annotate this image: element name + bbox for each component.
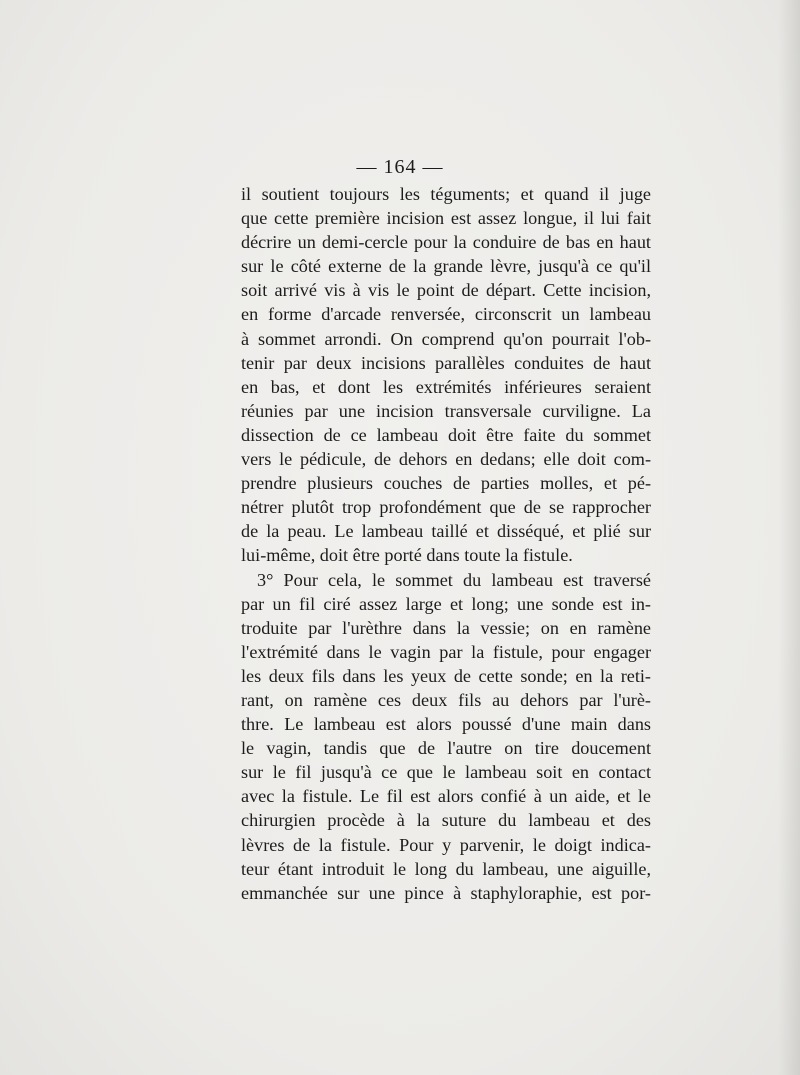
text-line: que cette première incision est assez longue, il lui fait: [241, 208, 651, 229]
text-line: lui-même, doit être porté dans toute la fistule.: [241, 545, 573, 566]
text-line: dissection de ce lambeau doit être faite du sommet: [241, 424, 651, 445]
text-line: teur étant introduit le long du lambeau, une aiguille,: [241, 858, 651, 879]
text-line: emmanchée sur une pince à staphyloraphie, est por-: [241, 882, 651, 903]
text-line: rant, on ramène ces deux fils au dehors par l'urè-: [241, 689, 651, 710]
text-line: thre. Le lambeau est alors poussé d'une main dans: [241, 714, 651, 735]
text-line: il soutient toujours les téguments; et quand il juge: [241, 184, 651, 204]
text-line: les deux fils dans les yeux de cette sonde; en la reti-: [241, 665, 651, 686]
text-line: vers le pédicule, de dehors en dedans; elle doit com-: [241, 449, 651, 470]
text-line: de la peau. Le lambeau taillé et disséqué, et plié sur: [241, 521, 651, 542]
text-line: chirurgien procède à la suture du lambeau et des: [241, 810, 651, 831]
text-line: par un fil ciré assez large et long; une sonde est in-: [241, 593, 651, 614]
text-line: en forme d'arcade renversée, circonscrit un lambeau: [241, 304, 651, 325]
body-text: [241, 182, 651, 905]
text-line: avec la fistule. Le fil est alors confié à un aide, et le: [241, 786, 651, 807]
text-line: décrire un demi-cercle pour la conduire de bas en haut: [241, 232, 651, 253]
text-line: tenir par deux incisions parallèles conduites de haut: [241, 352, 651, 373]
text-line: soit arrivé vis à vis le point de départ. Cette incision,: [241, 280, 651, 301]
text-line: prendre plusieurs couches de parties molles, et pé-: [241, 473, 651, 494]
text-line: nétrer plutôt trop profondément que de se rapprocher: [241, 497, 651, 518]
text-line: sur le côté externe de la grande lèvre, jusqu'à ce qu'il: [241, 256, 651, 277]
text-line: en bas, et dont les extrémités inférieures seraient: [241, 376, 651, 397]
text-line: troduite par l'urèthre dans la vessie; on en ramène: [241, 617, 651, 638]
text-line: lèvres de la fistule. Pour y parvenir, le doigt indica-: [241, 834, 651, 855]
paragraph-start-line: 3° Pour cela, le sommet du lambeau est traversé: [257, 569, 651, 590]
text-line: l'extrémité dans le vagin par la fistule, pour engager: [241, 641, 651, 662]
text-line: sur le fil jusqu'à ce que le lambeau soit en contact: [241, 762, 651, 783]
text-line: réunies par une incision transversale curviligne. La: [241, 400, 651, 421]
text-line: à sommet arrondi. On comprend qu'on pourrait l'ob-: [241, 328, 651, 349]
text-line: le vagin, tandis que de l'autre on tire doucement: [241, 738, 651, 759]
page-number: — 164 —: [356, 156, 444, 178]
